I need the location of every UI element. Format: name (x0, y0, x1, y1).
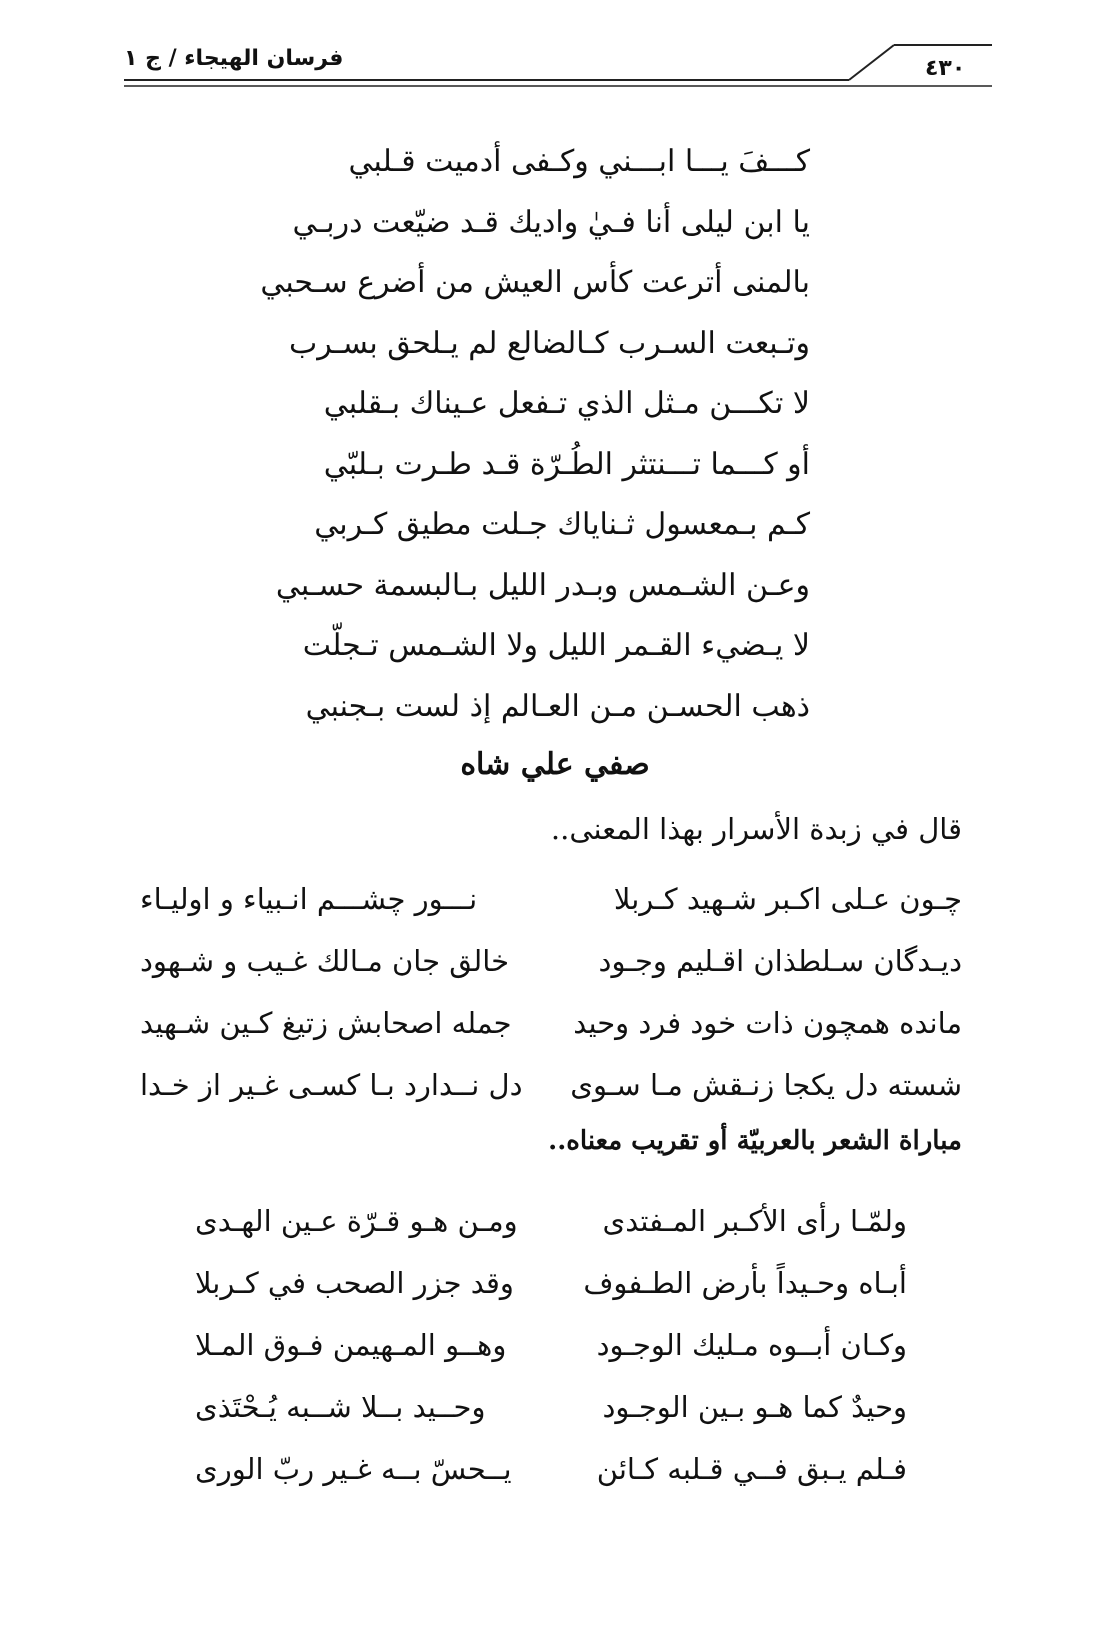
verse-row (140, 930, 962, 992)
hemistich-left: خالق جان مـالك غـيب و شـهود (140, 944, 510, 978)
hemistich-left: وقد جزر الصحب في كـربلا (195, 1266, 514, 1300)
subheading: مباراة الشعر بالعربيّة أو تقريب معناه.. (548, 1126, 962, 1156)
hemistich-right: ديـدگان سـلطذان اقـليم وجـود (598, 944, 962, 978)
hemistich-left: وهــو المـهيمن فـوق المـلا (195, 1328, 507, 1362)
verse-row (195, 1314, 907, 1376)
running-header-title: فرسان الهيجاء / ج ١ (124, 46, 344, 71)
hemistich-right: وكـان أبــوه مـليك الوجـود (596, 1328, 907, 1362)
poem-line: يا ابن ليلى أنا فـيٰ واديك قـد ضيّعت دربـي (292, 204, 810, 240)
hemistich-right: چـون عـلى اكـبر شـهيد كـربلا (613, 882, 962, 916)
hemistich-right: فـلم يـبق فــي قـلبه كـائن (596, 1452, 907, 1486)
poem-line: لا يـضيء القـمر الليل ولا الشـمس تـجلّت (302, 628, 810, 663)
hemistich-left: جمله اصحابش زتيغ كـين شـهيد (140, 1006, 512, 1040)
poem-line: أو كـــما تـــنتثر الطُـرّة قـد طـرت بـلبّي (323, 446, 810, 482)
hemistich-right: وحيدٌ كما هـو بـين الوجـود (602, 1390, 907, 1424)
intro-text: قال في زبدة الأسرار بهذا المعنى.. (550, 812, 962, 846)
verse-row (195, 1376, 907, 1438)
hemistich-left: وحــيد بــلا شــبه يُـحْتَذى (195, 1390, 486, 1424)
verse-row (140, 1054, 962, 1116)
poem-line: كـــفَ يـــا ابـــني وكـفى أدميت قـلبي (348, 144, 810, 179)
poem-line: ذهب الحسـن مـن العـالم إذ لست بـجنبي (305, 688, 810, 724)
hemistich-right: شسته دل يكجا زنـقش مـا سـوى (570, 1068, 962, 1102)
verse-row (140, 992, 962, 1054)
poem-block (260, 132, 810, 737)
hemistich-left: نـــور چشـــم انـبياء و اوليـاء (140, 882, 478, 916)
persian-verses (140, 868, 962, 1116)
poem-line: وتـبعت السـرب كـالضالع لم يـلحق بسـرب (289, 325, 810, 361)
verse-row (195, 1252, 907, 1314)
hemistich-left: دل نــدارد بـا كسـى غـير از خـدا (140, 1068, 523, 1102)
poem-line: بالمنى أترعت كأس العيش من أضرع سـحبي (260, 265, 810, 300)
hemistich-left: يــحسّ بــه غـير ربّ الورى (195, 1452, 512, 1486)
verse-row (140, 868, 962, 930)
poem-line: وعـن الشـمس وبـدر الليل بـالبسمة حسـبي (275, 567, 810, 603)
page-number: ٤٣٠ (925, 56, 966, 81)
verse-row (195, 1438, 907, 1500)
hemistich-right: أبـاه وحـيداً بأرض الطـفوف (583, 1266, 907, 1300)
arabic-verses (195, 1190, 907, 1500)
verse-row (195, 1190, 907, 1252)
hemistich-right: ولمّـا رأى الأكـبر المـفتدى (602, 1204, 907, 1238)
poem-line: كـم بـمعسول ثـناياك جـلت مطيق كـربي (314, 507, 810, 542)
poem-line: لا تكـــن مـثل الذي تـفعل عـيناك بـقلبي (323, 386, 810, 421)
hemistich-right: مانده همچون ذات خود فرد وحيد (573, 1006, 962, 1040)
section-heading: صفي علي شاه (460, 747, 650, 782)
hemistich-left: ومـن هـو قـرّة عـين الهـدى (195, 1204, 518, 1238)
